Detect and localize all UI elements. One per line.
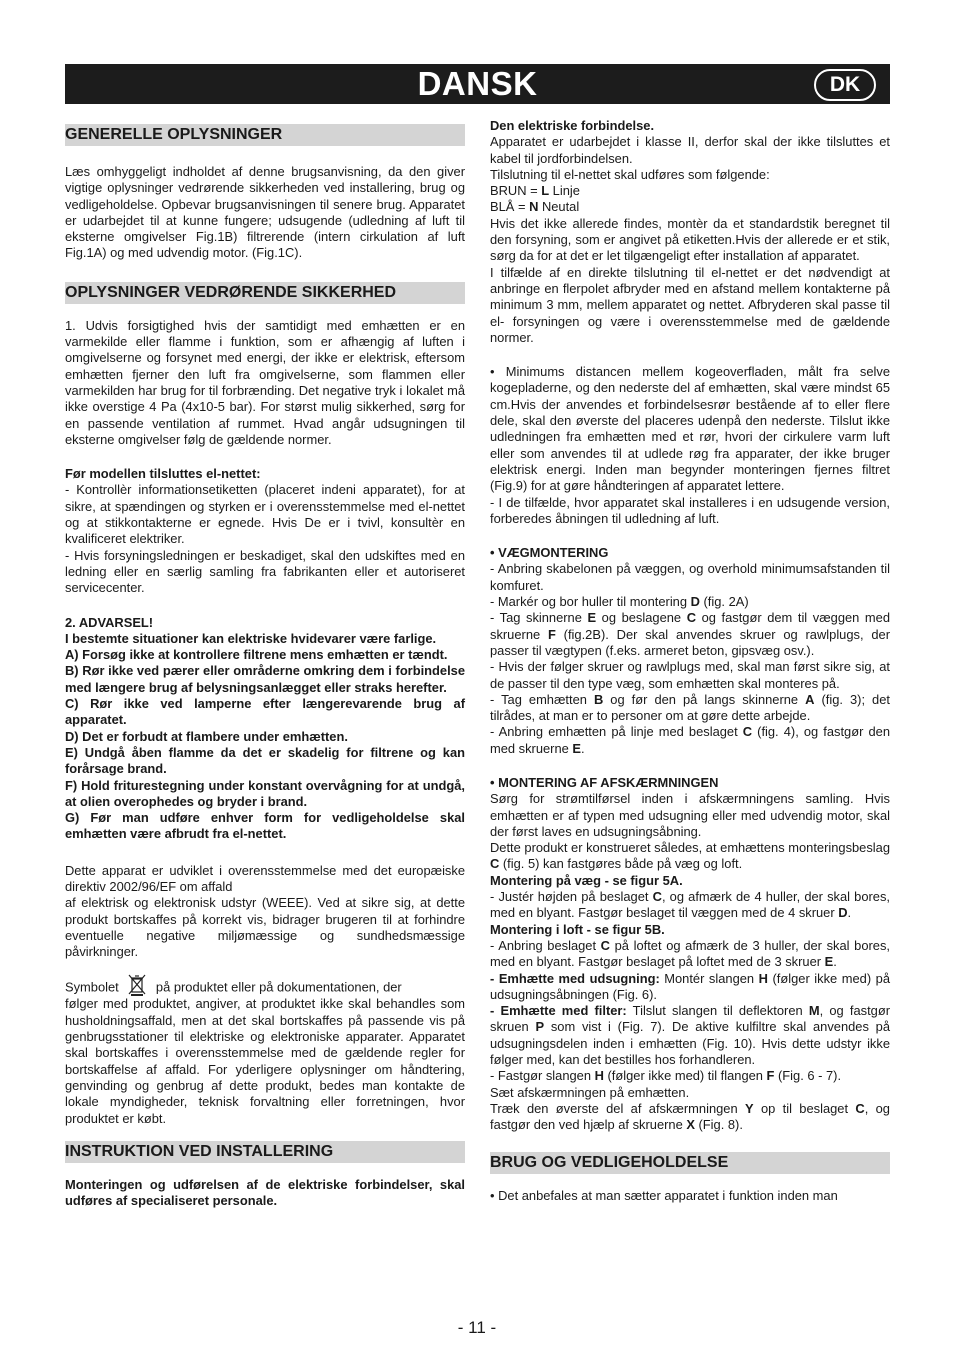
warning-line: A) Forsøg ikke at kontrollere filtrene mens emhætten er tændt. (65, 647, 448, 663)
wall-mount-title: • VÆGMONTERING (490, 545, 609, 561)
cover-mount-text: - Anbring beslaget C på loftet og afmærk de 3 huller, der skal bores, med en blyant. Fastgør beslaget på loftet med de 3 skruer E. (490, 937, 890, 970)
cover-mount-text: - Emhætte med udsugning: Montér slangen H (følger ikke med) på udsugningsåbningen (Fig. 6). (490, 970, 890, 1002)
wall-mount-step: - Markér og bor huller til montering D (fig. 2A) (490, 594, 749, 610)
electric-text-5: Hvis det ikke allerede findes, montèr da et standardstik beregnet til den forsyning, som er angivet på etiketten.Hvis der allerede er et stik, sørg da for at det er let tilgængeligt efter installation af apparatet. (490, 215, 890, 264)
wall-mount-step: - Anbring skabelonen på væggen, og overhold minimumsafstanden til komfuret. (490, 561, 890, 593)
wall-mount-step: - Tag emhætten B og før den på langs skinnerne A (fig. 3); det tilrådes, at man er to personer om at gøre dette arbejde. (490, 691, 890, 724)
wire-brown: BRUN = L Linje (490, 183, 580, 199)
section-heading-installation: INSTRUKTION VED INSTALLERING (65, 1141, 465, 1163)
left-column (65, 118, 465, 1209)
warning-line: C) Rør ikke ved lamperne efter længerevarende brug af apparatet. (65, 696, 465, 728)
cover-mount-text: Sørg for strømtilførsel inden i afskærmningens samling. Hvis emhætten er af typen med udsugning eller med udvendig motor, skal der først laves en udsugningsåbning. (490, 791, 890, 839)
cover-mount-text: Træk den øverste del af afskærmningen Y op til beslaget C, og fastgør den ved hjælp af skruerne X (Fig. 8). (490, 1100, 890, 1133)
symbol-text-rest: følger med produktet, angiver, at produktet ikke skal behandles som husholdningsaffald, men at det skal bortskaffes på passende vis på genbrugsstationer til elektriske og elektroniske apparater. Apparatet skal bortskaffes i overensstemmelse med de gældende regler for bortskaffelse af affald. For yderligere oplysninger om håndtering, genvinding og genbrug af dette produkt, bedes man kontakte de lokale myndigheder, teknisk forvaltning eller forretningen, hvor produktet er købt. (65, 996, 465, 1126)
warning-line: F) Hold friturestegning under konstant overvågning for at undgå, at olien overophedes og bryder i brand. (65, 777, 465, 809)
cover-mount-text: - Emhætte med filter: Tilslut slangen til deflektoren M, og fastgør skruen P som vist i (Fig. 7). De aktive kulfiltre skal anvendes på udsugningsdelen inden i emhætten (Fig. 10). Hvis dette udstyr ikke følger med, kan det bestilles hos forhandleren. (490, 1003, 890, 1068)
language-banner (65, 64, 890, 104)
wire-blue: BLÅ = N Neutal (490, 199, 580, 215)
electric-text-6: I tilfælde af en direkte tilslutning til el-nettet er det nødvendigt at anbringe en flerpolet afbryder med en afstand mellem kontakterne på minimum 3 mm, mellem apparatet og nettet. Afbryderen skal passe til el- forsyningen og være i overensstemmelse med de gældende normer. (490, 264, 890, 345)
cover-mount-text: - Fastgør slangen H (følger ikke med) til flangen F (Fig. 6 - 7). (490, 1068, 842, 1084)
wall-mount-step: - Tag skinnerne E og beslagene C og fastgør dem til væggen med skruerne F (fig.2B). Der skal anvendes skruer og rawlplugs, der passer til vægtypen (f.eks. armeret beton, gipsvæg osv.). (490, 610, 891, 658)
page-number: - 11 - (457, 1318, 497, 1337)
wall-mount-step: - Hvis der følger skruer og rawlplugs med, skal man først sikre sig, at de passer til den type væg, som emhætten skal monteres på. (490, 659, 890, 691)
section-heading-use-maintenance: BRUG OG VEDLIGEHOLDELSE (490, 1152, 890, 1174)
symbol-text-pre: Symbolet (65, 980, 119, 996)
general-info-text: Læs omhyggeligt indholdet af denne brugsanvisning, da den giver vigtige oplysninger vedrørende sikkerheden ved installering, brug og vedligeholdelse. Opbevar brugsanvisningen til senere brug. Apparatet er udarbejdet til at kunne fungere; udsugende (udledning af luft til eksterne omgivelser Fig.1B) filtrerende (intern cirkulation af luft Fig.1A) og med udvendig motor. (Fig.1C). (65, 164, 465, 261)
language-title: DANSK (417, 65, 538, 102)
extraction-text: - I de tilfælde, hvor apparatet skal installeres i en udsugende version, forberedes åbningen til udledning af luft. (490, 494, 890, 526)
cover-mount-text: Dette produkt er konstrueret således, at emhættens monteringsbeslag C (fig. 5) kan fastgøres både på væg og loft. (490, 840, 890, 872)
right-column (490, 118, 890, 1204)
crossed-bin-icon (128, 974, 146, 996)
electric-title: Den elektriske forbindelse. (490, 118, 655, 133)
cover-mount-text: Sæt afskærmningen på emhætten. (490, 1084, 690, 1100)
cover-mount-text: - Justér højden på beslaget C, og afmærk de 4 huller, der skal bores, med en blyant. Fastgør beslaget til væggen med de 4 skruer D. (490, 889, 891, 921)
use-text: • Det anbefales at man sætter apparatet i funktion inden man (490, 1187, 838, 1203)
electric-text-1: Apparatet er udarbejdet i klasse II, derfor skal der ikke tilsluttes et kabel til jordforbindelsen. (490, 134, 890, 166)
section-heading-safety: OPLYSNINGER VEDRØRENDE SIKKERHED (65, 282, 465, 304)
safety-text: 1. Udvis forsigtighed hvis der samtidigt med emhætten er en varmekilde eller flamme i funktion, som er afhængig af luften i omgivelserne og forsynet med energi, der ikke er elektrisk, eftersom emhætten fjerner den luft fra omgivelserne, som flammen eller varmekilden har brug for til forbrænding. Det negative tryk i lokalet må ikke overstige 4 Pa (4x10-5 bar). For størst mulig sikkerhed, sørg for en passende ventilation af rummet. Hvad angår udsugningen til eksterne omgivelser følg de gældende normer. (65, 317, 465, 447)
language-badge: DK (814, 69, 876, 101)
symbol-text-post: på produktet eller på dokumentationen, der (155, 980, 402, 996)
minimum-distance-text: • Minimums distancen mellem kogeoverfladen, målt fra selve kogepladerne, og den nederste del af emhætten, skal være mindst 65 cm.Hvis der anvendes et forbindelsesrør bestående af to eller flere dele, skal den øverste del placeres udenpå den nederste. Tilslut ikke udledningen fra emhætten med et rør, hvori der cirkulere varm luft eller som anvendes til at udlede røg fra apparater, der ikke bruger elektrisk energi. Inden man begynder monteringen fjernes filtret (Fig.9) for at gøre håndteringen af apparatet lettere. (490, 364, 890, 494)
installation-text: Monteringen og udførelsen af de elektriske forbindelser, skal udføres af specialiseret personale. (65, 1176, 465, 1209)
wall-mount-subtitle: Montering på væg - se figur 5A. (490, 872, 683, 888)
weee-text-b: af elektrisk og elektronisk udstyr (WEEE). Ved at sikre sig, at dette produkt bortskaffes på korrekt vis, bidrager brugeren til at forhindre eventuelle negative miljømæssige og sundhedsmæssige påvirkninger. (65, 895, 465, 960)
symbol-text (65, 974, 465, 996)
warning-line: G) Før man udføre enhver form for vedligeholdelse skal emhætten være afbrudt fra el-nettet. (65, 810, 465, 842)
before-connect-text-b: - Hvis forsyningsledningen er beskadiget, skal den udskiftes med en ledning eller en særlig samling fra fabrikanten eller et autoriseret servicecenter. (65, 547, 465, 596)
electric-text-2: Tilslutning til el-nettet skal udføres som følgende: (490, 166, 770, 182)
weee-text-a: Dette apparat er udviklet i overensstemmelse med det europæiske direktiv 2002/96/EF om affald (65, 862, 465, 894)
warning-line: I bestemte situationer kan elektriske hvidevarer være farlige. (65, 630, 437, 646)
warning-line: E) Undgå åben flamme da det er skadelig for filtrene og kan forårsage brand. (65, 744, 465, 777)
wall-mount-step: - Anbring emhætten på linje med beslaget C (fig. 4), og fastgør den med skruerne E. (490, 724, 890, 756)
section-heading-general: GENERELLE OPLYSNINGER (65, 124, 465, 146)
warning-line: D) Det er forbudt at flambere under emhætten. (65, 728, 348, 744)
cover-mount-title: • MONTERING AF AFSKÆRMNINGEN (490, 774, 719, 790)
before-connect-text-a: - Kontrollèr informationsetiketten (placeret indeni apparatet), for at sikre, at spændingen og styrken er i overensstemmelse med el-nettet og at stikkontakterne er egnede. Hvis De er i tvivl, konsultèr en kvalificeret elektriker. (65, 482, 465, 547)
warning-line: B) Rør ikke ved pærer eller områderne omkring dem i forbindelse med længere brug af belysningsanlægget eller straks herefter. (65, 663, 465, 695)
warning-title: 2. ADVARSEL! (65, 614, 154, 630)
ceiling-mount-subtitle: Montering i loft - se figur 5B. (490, 921, 665, 937)
before-connect-title: Før modellen tilsluttes el-nettet: (65, 466, 261, 482)
